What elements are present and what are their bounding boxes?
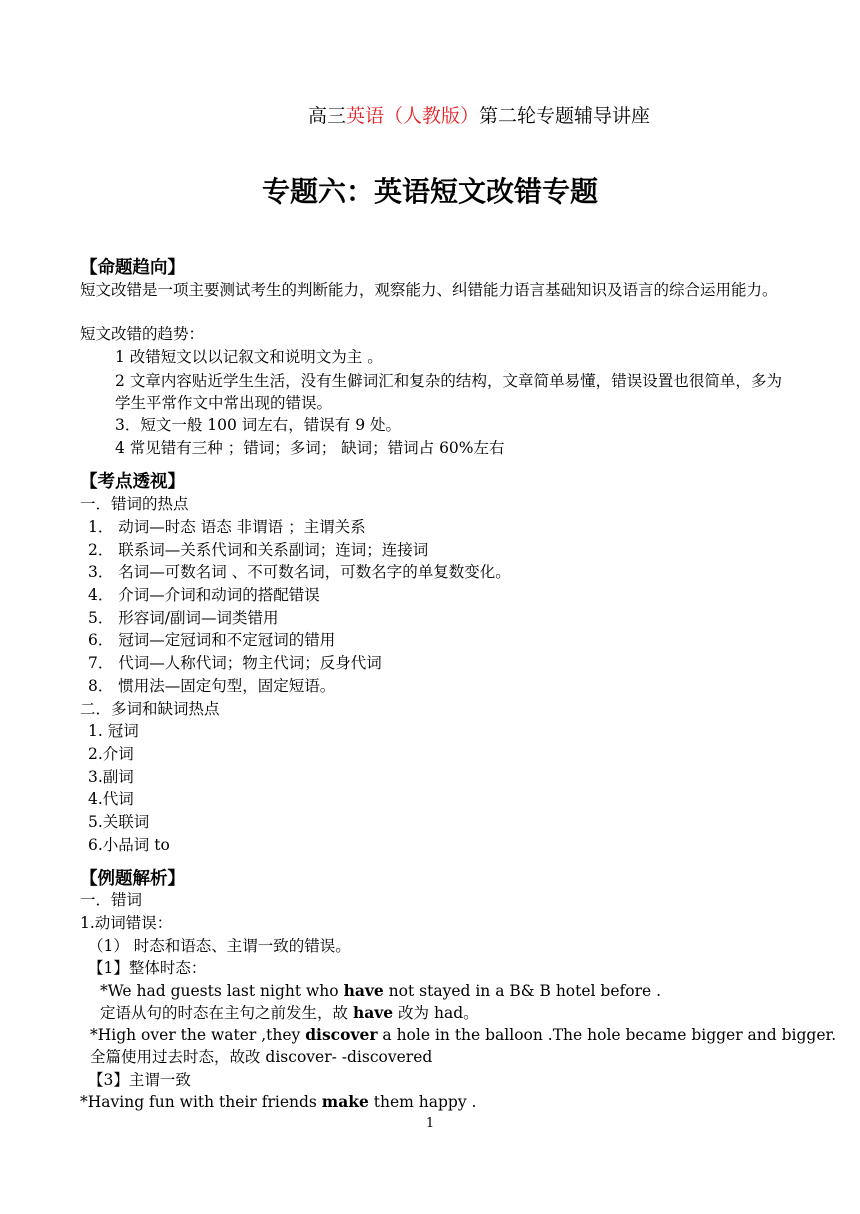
trend-item-3: 3．短文一般 100 词左右，错误有 9 处。 [115, 416, 402, 434]
trend-item-1: 1 改错短文以以记叙文和说明文为主 。 [115, 348, 383, 366]
trend-item-2: 2 文章内容贴近学生生活，没有生僻词汇和复杂的结构，文章简单易懂，错误设置也很简单，多为学生平常作文中常出现的错误。 [115, 372, 782, 412]
list-item: 2.介词 [88, 745, 134, 763]
section-heading-examples: 【例题解析】 [80, 869, 185, 889]
page-title: 专题六：英语短文改错专题 [261, 175, 598, 208]
error-word: make [321, 1092, 369, 1111]
page-number: 1 [425, 1116, 435, 1131]
list-item: 5． 形容词/副词—词类错用 [88, 609, 279, 627]
list-item: 7． 代词—人称代词；物主代词；反身代词 [88, 654, 382, 672]
list-item: 6.小品词 to [88, 836, 170, 854]
list-item: 3． 名词—可数名词 、不可数名词，可数名字的单复数变化。 [88, 563, 511, 581]
tense-voice-heading: （1） 时态和语态、主谓一致的错误。 [88, 937, 351, 955]
trend-label: 短文改错的趋势： [80, 325, 205, 343]
list-item: 4.代词 [88, 790, 134, 808]
example-sentence-3: *Having fun with their friends make them happy . [80, 1092, 477, 1111]
list-item: 8． 惯用法—固定句型，固定短语。 [88, 677, 336, 695]
wrong-word-heading: 一．错词的热点 [80, 495, 189, 513]
trend-item-4: 4 常见错有三种 ；错词；多词； 缺词；错词占 60%左右 [115, 439, 505, 457]
list-item: 4． 介词—介词和动词的搭配错误 [88, 586, 320, 604]
error-word: have [343, 981, 384, 1000]
agreement-label: 【3】主谓一致 [88, 1071, 191, 1089]
header-prefix: 高三 [308, 105, 347, 127]
example-sentence-1: *We had guests last night who have not stayed in a B& B hotel before . [100, 981, 662, 1000]
example-sentence-2: *High over the water ,they discover a hole in the balloon .The hole became bigger and bigger. [90, 1025, 837, 1044]
error-word: discover [305, 1025, 378, 1044]
example-subheading: 一．错词 [80, 891, 143, 909]
error-word: have [352, 1003, 394, 1022]
overall-tense-label: 【1】整体时态： [88, 959, 207, 977]
extra-missing-heading: 二．多词和缺词热点 [80, 700, 220, 718]
list-item: 3.副词 [88, 768, 134, 786]
trend-intro: 短文改错是一项主要测试考生的判断能力，观察能力、纠错能力语言基础知识及语言的综合运用能力。 [80, 281, 778, 299]
header-subject: 英语（人教版） [346, 105, 480, 127]
verb-error-heading: 1.动词错误： [80, 914, 173, 932]
list-item: 1. 冠词 [88, 722, 139, 740]
explanation-1: 定语从句的时态在主句之前发生，故 have 改为 had。 [100, 1003, 479, 1022]
lecture-header [308, 101, 650, 128]
list-item: 1． 动词—时态 语态 非谓语 ；主谓关系 [88, 518, 366, 536]
list-item: 6． 冠词—定冠词和不定冠词的错用 [88, 631, 336, 649]
list-item: 5.关联词 [88, 813, 150, 831]
section-heading-trend: 【命题趋向】 [80, 258, 185, 278]
explanation-2: 全篇使用过去时态，故改 discover- -discovered [90, 1048, 433, 1066]
section-heading-points: 【考点透视】 [80, 472, 185, 492]
list-item: 2． 联系词—关系代词和关系副词；连词；连接词 [88, 541, 429, 559]
header-suffix: 第二轮专题辅导讲座 [479, 105, 651, 127]
